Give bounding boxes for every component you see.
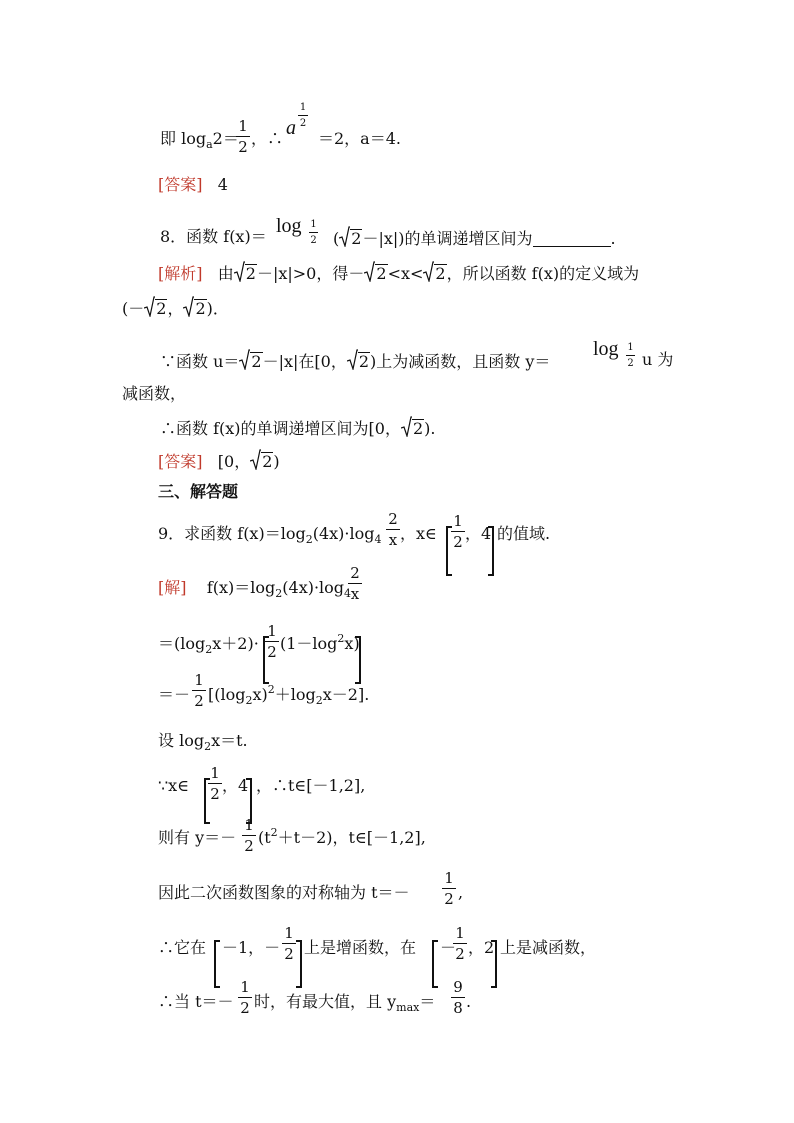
solution-8-line-4: 减函数，	[122, 384, 187, 403]
question-9-domain: ，x∈	[400, 524, 437, 543]
solution-8-line-1: [解析] 由 2－|x|>0，得－ 2<x< 2，所以函数 f(x)的定义域为	[158, 264, 640, 283]
interval-right-end: ，4	[465, 524, 492, 543]
fraction-half: 1 2	[242, 818, 256, 854]
log-base-fraction: 1 2	[627, 342, 634, 369]
power-result: ＝2，a＝4.	[318, 129, 401, 148]
solution-9-line-9: ∴当 t＝－	[158, 992, 234, 1011]
solution-9-line-4: 设 $\log_2x=t$.	[158, 731, 248, 753]
fraction-half: 1 2	[208, 766, 222, 802]
fraction-2-over-x: 2 x	[348, 566, 362, 602]
solution-9-line-6-rest: $(t^2+t-2)$，t∈[－1,2],	[258, 826, 426, 847]
fraction-half: 1 2	[265, 624, 279, 660]
solution-9-line-7-end: ,	[458, 883, 464, 902]
line-7-conclusion: 即 $\log_a2=$	[160, 129, 239, 151]
power-exponent: 1 2	[299, 102, 307, 129]
solution-9-line-3-rest: $[(\log_2x)^2+\log_2x-2]$.	[208, 683, 370, 707]
left-bracket	[214, 940, 220, 988]
solution-tag: [解]	[158, 578, 187, 597]
solution-8-line-3: ∵函数 u＝ 2－|x|在[0， 2)上为减函数，且函数 y＝	[160, 352, 551, 371]
power-base: a	[286, 117, 296, 139]
fraction-half: 1 2	[282, 926, 296, 962]
log-base-fraction: 1 2	[310, 219, 317, 246]
right-bracket	[488, 526, 494, 576]
fraction-half: 1 2	[236, 119, 250, 155]
solution-9-line-5: ∵x∈	[158, 776, 190, 795]
solution-tag: [解析]	[158, 264, 203, 283]
answer-tag: [答案]	[158, 452, 203, 471]
solution-9-line-8-end: 上是减函数，	[500, 938, 597, 957]
interval-right-end: ，4	[222, 776, 249, 795]
solution-9-line-2: $=(\log_2x+2)\cdot$	[158, 634, 259, 656]
solution-9-line-9-mid: 时，有最大值，且 $y_{max}=$	[254, 992, 436, 1014]
right-bracket	[355, 636, 361, 684]
answer-tag: [答案]	[158, 175, 203, 194]
left-bracket	[432, 940, 438, 988]
question-8: 8．函数 f(x)＝	[160, 227, 267, 246]
question-9: 9．求函数 $f(x)=\log_2(4x)\cdot\log_4$	[158, 524, 382, 546]
solution-9-line-7: 因此二次函数图象的对称轴为 t＝－	[158, 883, 410, 902]
solution-8-line-2: (－ 2， 2)．	[122, 299, 229, 318]
solution-8-line-3-end: u 为	[642, 350, 674, 369]
solution-9-line-8: ∴它在	[158, 938, 207, 957]
interval-left: －1，－	[222, 938, 281, 957]
fraction-half: 1 2	[453, 926, 467, 962]
answer-8: [答案] [0， 2)	[158, 452, 280, 471]
solution-9-line-1: [解] $f(x)=\log_2(4x)\cdot\log_4$	[158, 578, 352, 600]
interval-right-end: ，2	[468, 938, 495, 957]
right-bracket	[491, 940, 497, 988]
question-8-argument: ( 2－|x|)的单调递增区间为 .	[333, 229, 616, 248]
interval-left: －	[440, 938, 457, 957]
fraction-2-over-x: 2 x	[386, 512, 400, 548]
answer-blank	[533, 232, 611, 247]
solution-9-line-5-rest: ，∴t∈[－1,2],	[256, 776, 366, 795]
section-heading: 三、解答题	[158, 482, 239, 501]
question-9-end: 的值域.	[497, 524, 551, 543]
solution-8-line-5: ∴函数 f(x)的单调递增区间为[0， 2).	[160, 419, 436, 438]
solution-9-line-9-end: .	[466, 992, 472, 1011]
solution-9-line-6: 则有 y＝－	[158, 828, 237, 847]
solution-9-line-8-mid: 上是增函数，在	[304, 938, 417, 957]
fraction-nine-eighths: 9 8	[451, 980, 465, 1016]
sqrt-symbol: 2	[339, 229, 362, 247]
solution-9-line-2-rest: $(1-\log^2x)$	[280, 632, 360, 653]
fraction-half: 1 2	[192, 673, 206, 709]
fraction-half: 1 2	[451, 514, 465, 550]
answer-7: [答案] 4	[158, 175, 228, 194]
therefore-text: ，∴	[251, 129, 284, 148]
log-symbol: log	[593, 338, 619, 360]
fraction-half: 1 2	[442, 871, 456, 907]
right-bracket	[296, 940, 302, 988]
fraction-half: 1 2	[238, 980, 252, 1016]
log-symbol: log	[276, 215, 302, 237]
solution-9-line-3: ＝－	[158, 685, 191, 704]
